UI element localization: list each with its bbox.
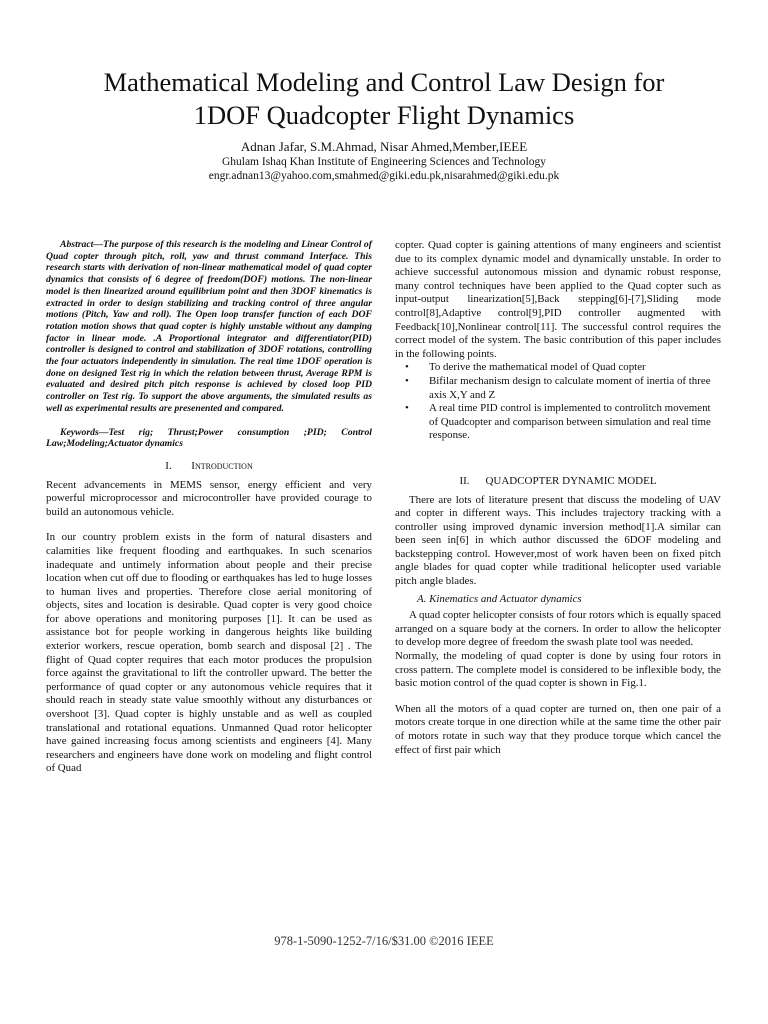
author-emails: engr.adnan13@yahoo.com,smahmed@giki.edu.pk,nisarahmed@giki.edu.pk	[208, 170, 560, 182]
affiliation: Ghulam Ishaq Khan Institute of Engineering Sciences and Technology	[221, 156, 547, 168]
intro-paragraph-2: In our country problem exists in the form of natural disasters and calamities like frequent flooding and earthquakes. In such scenarios inadequate and untimely information about people and their precise location when cut off due to flooding or earthquakes has led to huge losses to human lives and properties. Therefore close aerial monitoring of objects, sites and location is desirable. Quad copter is very good choice for above operations and monitoring purposes [1]. It can be used as assistance bot for people working in dangerous heights like building exterior workers, rescue operation, bomb search and disposal [2] . The flight of Quad copter requires that each motor produces the propulsion force against the gravitational to lift the controller upward. The better the performance of quad copter or any autonomous vehicle requires that it should reach in steady state value smoothly without any disturbances or overshoot [3]. Quad copter is highly unstable and as well as coupled translational and rotational equations. Unmanned Quad rotor helicopter have gained increasing focus among scientists and engineers [4]. Many researchers and engineers have done work on modeling and flight control of Quad	[46, 531, 372, 775]
abstract: Abstract—The purpose of this research is the modeling and Linear Control of Quad copter through pitch, roll, yaw and thrust command Interface. This research starts with derivation of non-linear mathematical model of quad copter dynamics that consists of 6 degree of freedom(DOF) motions. The non-linear model is then linearized around equilibrium point and then 3DOF kinematics is extracted in order to design stabilizing and tracking control of three angular motions (Pitch, Yaw and roll). The Open loop transfer function of each DOF rotation motion shows that quad copter is highly unstable without any damping factor in linear mode. .A Proportional integrator and differentiator(PID) controller is designed to control and stabilization of 3DOF rotations, controlling the four actuators independently in simulation. The real time 1DOF operation is done on designed Test rig in which the relation between thrust, Average RPM is evaluated and desired pitch pitch response is achieved by closed loop PID controller on Test rig. To support the above arguments, the simulated results as well as experimental results are presenented and compared.	[46, 239, 372, 414]
section-number: II.	[459, 474, 470, 487]
title-line-2: 1DOF Quadcopter Flight Dynamics	[193, 100, 575, 130]
model-paragraph-3: Normally, the modeling of quad copter is done by using four rotors in cross pattern. The complete model is considered to be inflexible body, the basic motion control of the quad copter is shown in Fig.1.	[395, 650, 721, 690]
section-number: I.	[165, 459, 172, 472]
authors: Adnan Jafar, S.M.Ahmad, Nisar Ahmed,Member,IEEE	[240, 139, 528, 154]
copyright-footer: 978-1-5090-1252-7/16/$31.00 ©2016 IEEE	[274, 934, 494, 948]
subsection-heading: A. Kinematics and Actuator dynamics	[417, 592, 582, 605]
contribution-list	[395, 361, 721, 443]
section-title: QUADCOPTER DYNAMIC MODEL	[485, 474, 657, 487]
left-column	[46, 239, 372, 776]
section-heading-dynamic-model	[395, 475, 721, 489]
list-item: • Bifilar mechanism design to calculate moment of inertia of three axis X,Y and Z	[429, 375, 721, 402]
list-item: • To derive the mathematical model of Quad copter	[429, 361, 721, 375]
intro-paragraph-1: Recent advancements in MEMS sensor, energy efficient and very powerful microprocessor and microcontroller have provided courage to build an autonomous vehicle.	[46, 478, 372, 518]
keywords: Keywords—Test rig; Thrust;Power consumption ;PID; Control Law;Modeling;Actuator dynamics	[46, 426, 372, 450]
list-item: • A real time PID control is implemented to controlitch movement of Quadcopter and comparison between simulation and real time response.	[429, 402, 721, 443]
right-column	[395, 239, 721, 757]
intro-paragraph-2-continued: copter. Quad copter is gaining attentions of many engineers and scientist due to its complex dynamic model and dynamically unstable. In order to achieve successful autonomous mission and dynamic robust response, many control techniques have been applied to the Quad copter such as input-output linearization[5],Back stepping[6]-[7],Sliding mode control[8],Adaptive control[9],PID controller augmented with Feedback[10],Nonlinear control[11]. The successful control requires the correct model of the system. The basic contribution of this paper includes in the following points.	[395, 239, 721, 360]
model-paragraph-2: A quad copter helicopter consists of four rotors which is equally spaced arranged on a square body at the corners. In order to allow the helicopter to develop more degree of freedom the swash plate tool was needed.	[395, 609, 721, 649]
model-paragraph-1: There are lots of literature present that discuss the modeling of UAV and copter in different ways. This includes trajectory tracking with a controller using improved dynamic inversion method[1].A similar can been seen in[6] in which author discussed the 6DOF modeling and backstepping control. However,most of work haven been on fixed pitch angle blades for quad copter while traditional helicopter used variable pitch angle blades.	[395, 493, 721, 588]
section-title: Introduction	[191, 459, 253, 472]
section-heading-introduction	[46, 460, 372, 474]
title-line-1: Mathematical Modeling and Control Law Design for	[103, 67, 665, 97]
model-paragraph-4: When all the motors of a quad copter are turned on, then one pair of a motors create torque in one direction while at the same time the other pair of motors rotate in such way that they produce torque which cancel the effect of first pair which	[395, 702, 721, 756]
paper-title	[30, 66, 738, 132]
